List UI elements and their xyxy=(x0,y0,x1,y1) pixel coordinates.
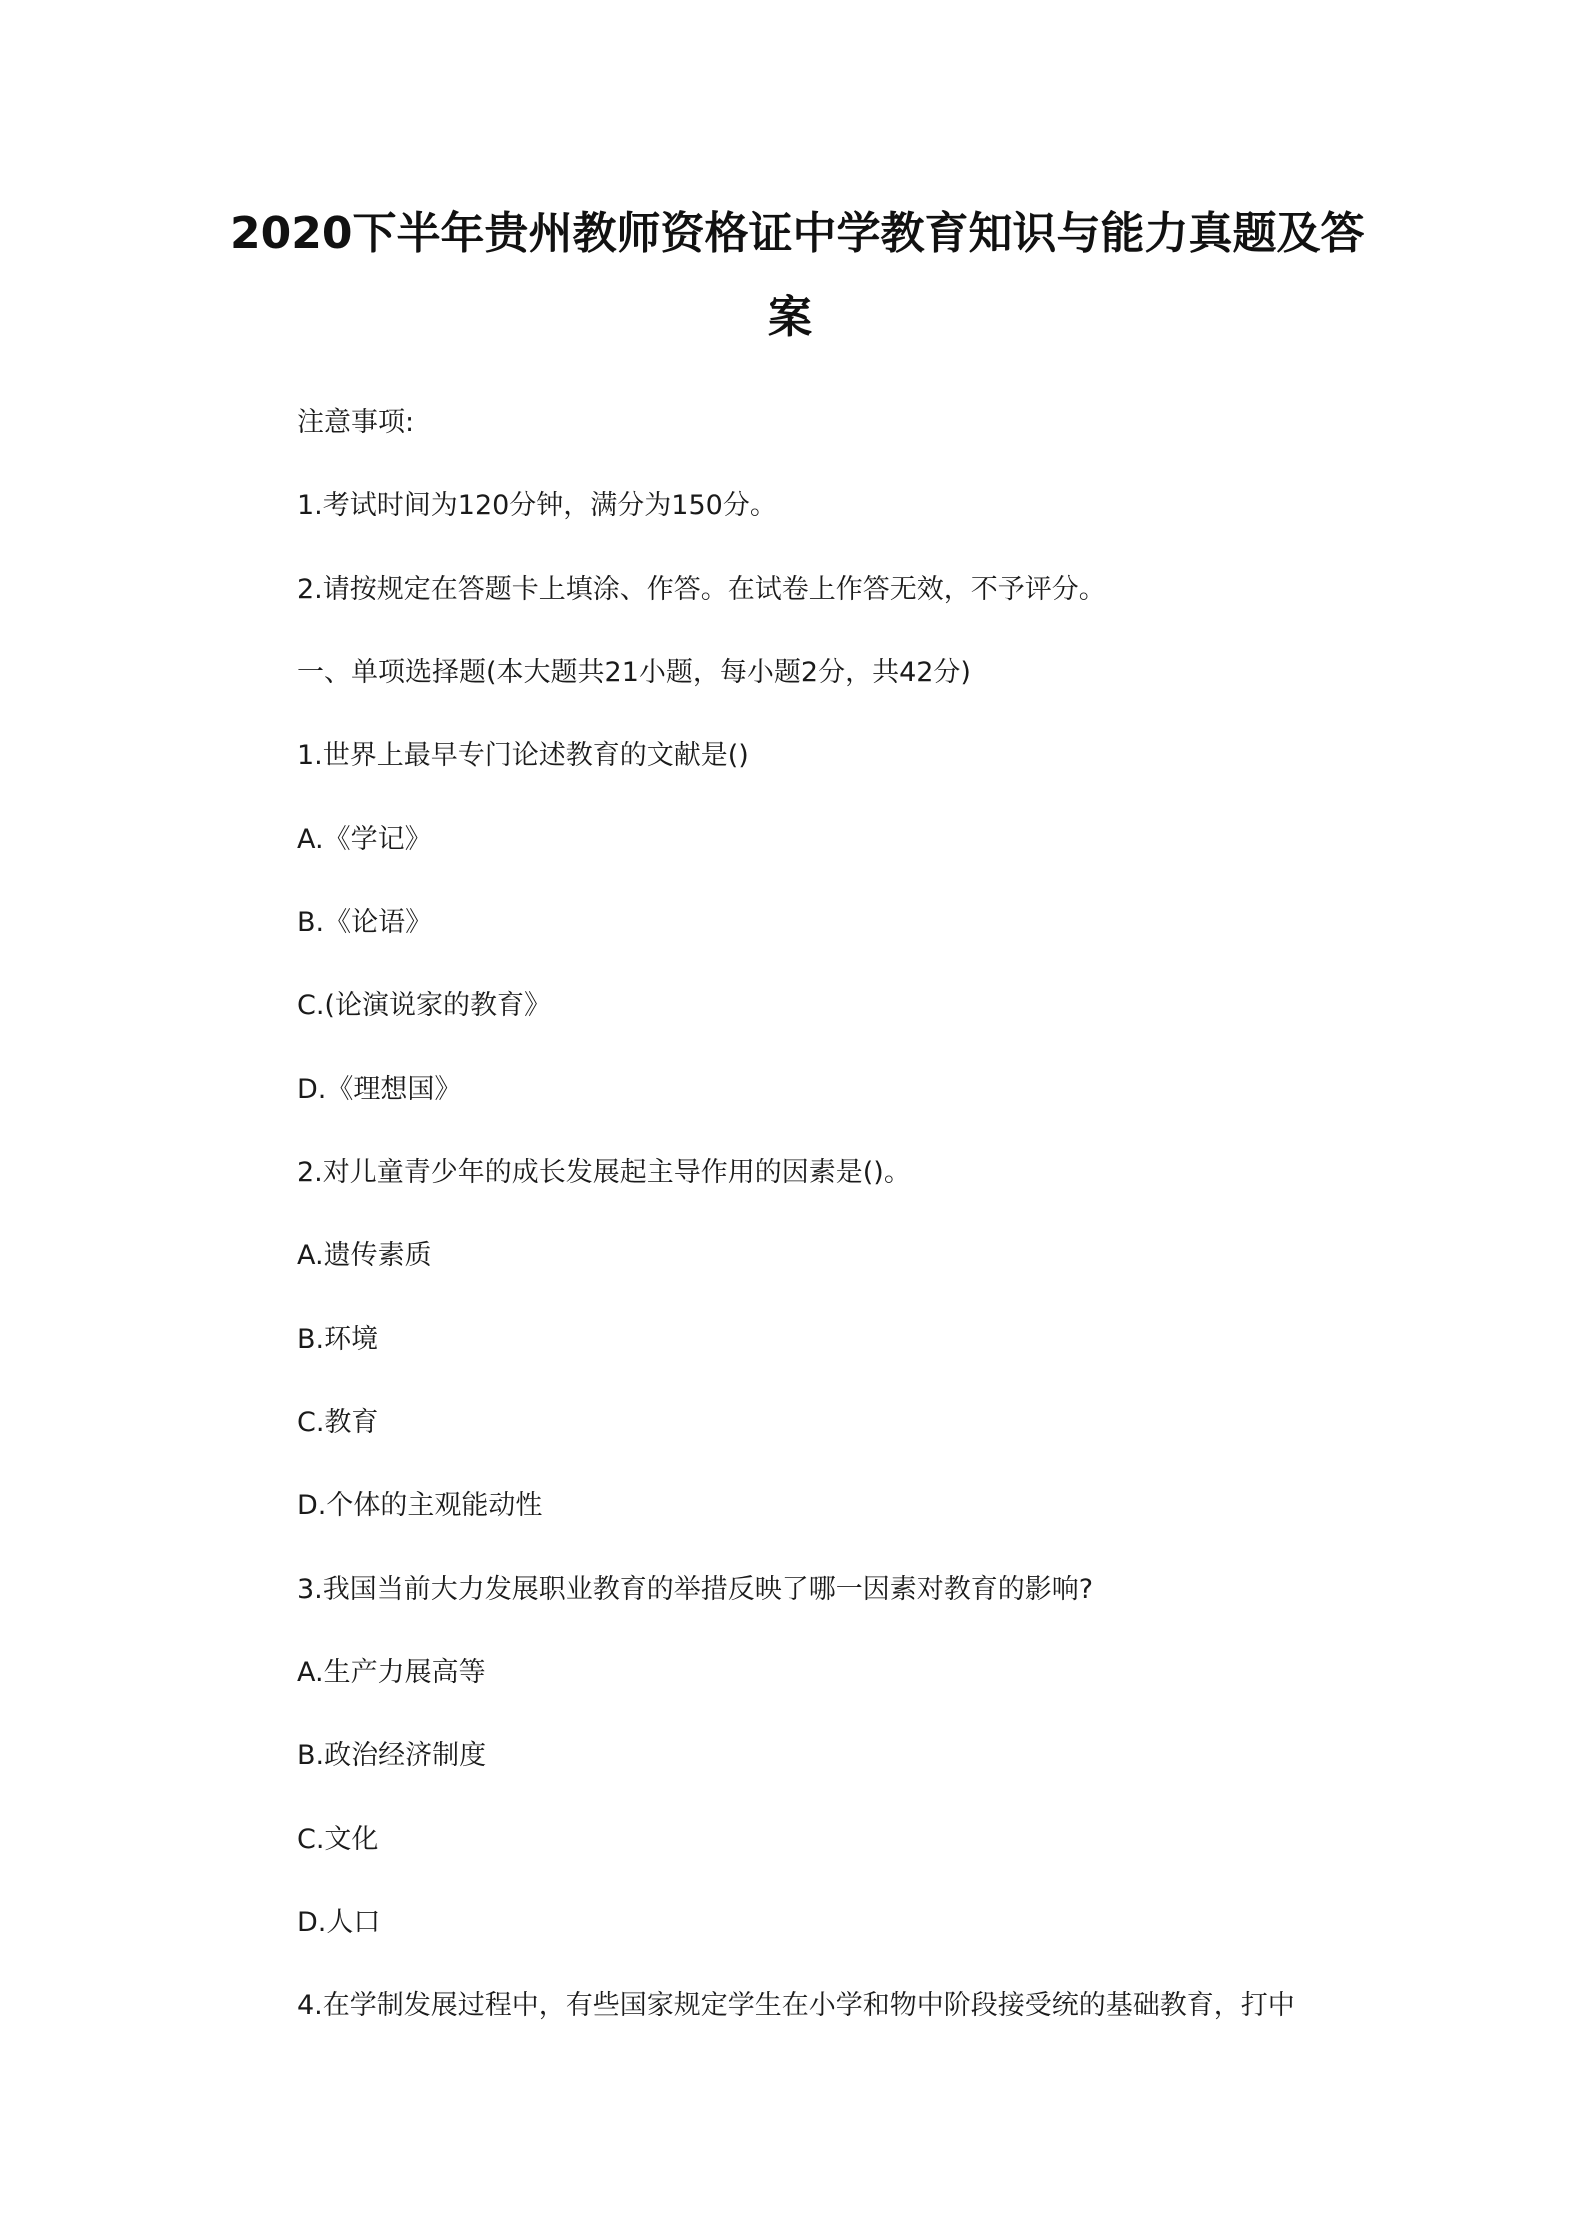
question-option: C.文化 xyxy=(297,1824,379,1855)
question-option: A.遗传素质 xyxy=(297,1240,432,1271)
document-title-continued: 案 xyxy=(768,292,812,343)
question-stem: 4.在学制发展过程中，有些国家规定学生在小学和物中阶段接受统的基础教育，打中 xyxy=(297,1990,1295,2021)
note-item: 2.请按规定在答题卡上填涂、作答。在试卷上作答无效，不予评分。 xyxy=(297,574,1106,605)
question-option: D.人口 xyxy=(297,1907,381,1938)
question-option: B.政治经济制度 xyxy=(297,1740,487,1771)
question-stem: 2.对儿童青少年的成长发展起主导作用的因素是()。 xyxy=(297,1157,911,1188)
question-option: D.个体的主观能动性 xyxy=(297,1490,543,1521)
question-option: A.《学记》 xyxy=(297,824,432,855)
question-option: C.教育 xyxy=(297,1407,379,1438)
document-title: 2020下半年贵州教师资格证中学教育知识与能力真题及答 xyxy=(230,208,1365,259)
question-option: B.环境 xyxy=(297,1324,379,1355)
question-stem: 1.世界上最早专门论述教育的文献是() xyxy=(297,740,749,771)
question-option: A.生产力展高等 xyxy=(297,1657,486,1688)
question-stem: 3.我国当前大力发展职业教育的举措反映了哪一因素对教育的影响? xyxy=(297,1574,1094,1605)
question-option: C.(论演说家的教育》 xyxy=(297,990,551,1021)
section-heading: 一、单项选择题(本大题共21小题，每小题2分，共42分) xyxy=(297,657,971,688)
question-option: B.《论语》 xyxy=(297,907,433,938)
question-option: D.《理想国》 xyxy=(297,1074,462,1105)
notes-heading: 注意事项: xyxy=(297,407,415,438)
note-item: 1.考试时间为120分钟，满分为150分。 xyxy=(297,490,777,521)
